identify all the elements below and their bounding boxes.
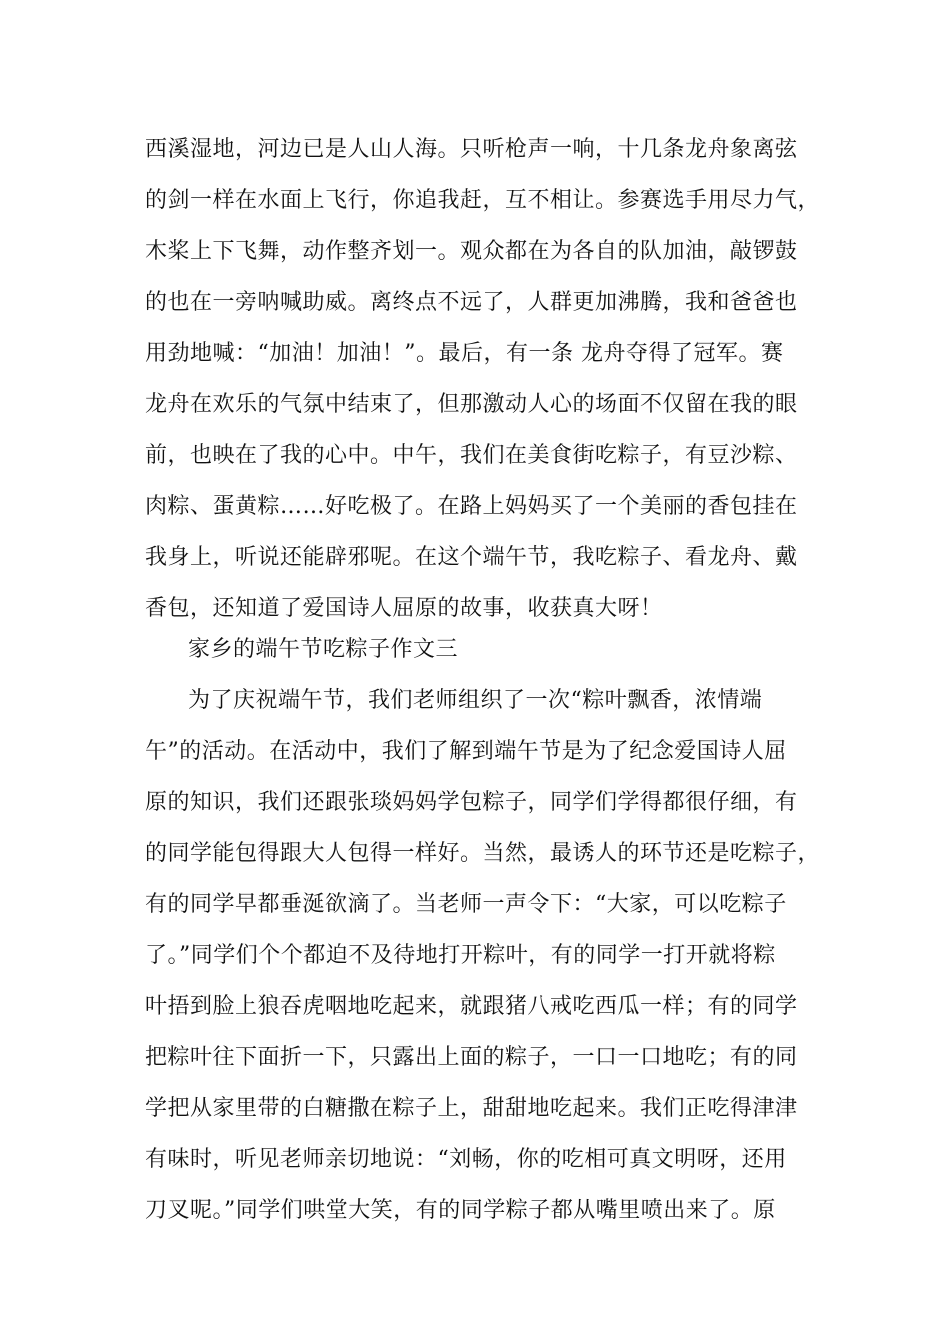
paragraph-2-line: 午”的活动。在活动中，我们了解到端午节是为了纪念爱国诗人屈	[145, 739, 787, 764]
paragraph-1-line: 肉粽、蛋黄粽……好吃极了。在路上妈妈买了一个美丽的香包挂在	[145, 494, 798, 519]
paragraph-1-line: 木桨上下飞舞，动作整齐划一。观众都在为各自的队加油，敲锣鼓	[145, 239, 798, 264]
paragraph-1-line: 的也在一旁呐喊助威。离终点不远了，人群更加沸腾，我和爸爸也	[145, 290, 798, 315]
paragraph-2-line: 原的知识，我们还跟张琰妈妈学包粽子，同学们学得都很仔细，有	[145, 790, 798, 815]
paragraph-1-line: 的剑一样在水面上飞行，你追我赶，互不相让。参赛选手用尽力气，	[145, 188, 821, 213]
paragraph-2-line: 叶捂到脸上狼吞虎咽地吃起来，就跟猪八戒吃西瓜一样；有的同学	[145, 994, 798, 1019]
paragraph-2-line: 刀叉呢。”同学们哄堂大笑，有的同学粽子都从嘴里喷出来了。原	[145, 1198, 776, 1223]
section-title: 家乡的端午节吃粽子作文三	[188, 637, 459, 662]
paragraph-2-line: 的同学能包得跟大人包得一样好。当然，最诱人的环节还是吃粽子，	[145, 841, 821, 866]
paragraph-1-line: 我身上，听说还能辟邪呢。在这个端午节，我吃粽子、看龙舟、戴	[145, 545, 798, 570]
paragraph-1-line: 西溪湿地，河边已是人山人海。只听枪声一响，十几条龙舟象离弦	[145, 137, 798, 162]
paragraph-2-line: 学把从家里带的白糖撒在粽子上，甜甜地吃起来。我们正吃得津津	[145, 1096, 798, 1121]
paragraph-2-line: 为了庆祝端午节，我们老师组织了一次“粽叶飘香，浓情端	[188, 688, 763, 713]
paragraph-1-line: 前，也映在了我的心中。中午，我们在美食街吃粽子，有豆沙粽、	[145, 443, 798, 468]
paragraph-2-line: 把粽叶往下面折一下，只露出上面的粽子，一口一口地吃；有的同	[145, 1045, 798, 1070]
paragraph-1-line: 香包，还知道了爱国诗人屈原的故事，收获真大呀！	[145, 596, 663, 621]
paragraph-2-line: 了。”同学们个个都迫不及待地打开粽叶，有的同学一打开就将粽	[145, 943, 776, 968]
paragraph-2-line: 有味时，听见老师亲切地说：“刘畅，你的吃相可真文明呀，还用	[145, 1147, 787, 1172]
paragraph-1-line: 龙舟在欢乐的气氛中结束了，但那激动人心的场面不仅留在我的眼	[145, 392, 798, 417]
paragraph-2-line: 有的同学早都垂涎欲滴了。当老师一声令下：“大家，可以吃粽子	[145, 892, 787, 917]
paragraph-1-line: 用劲地喊：“加油！加油！”。最后，有一条 龙舟夺得了冠军。赛	[145, 341, 784, 366]
